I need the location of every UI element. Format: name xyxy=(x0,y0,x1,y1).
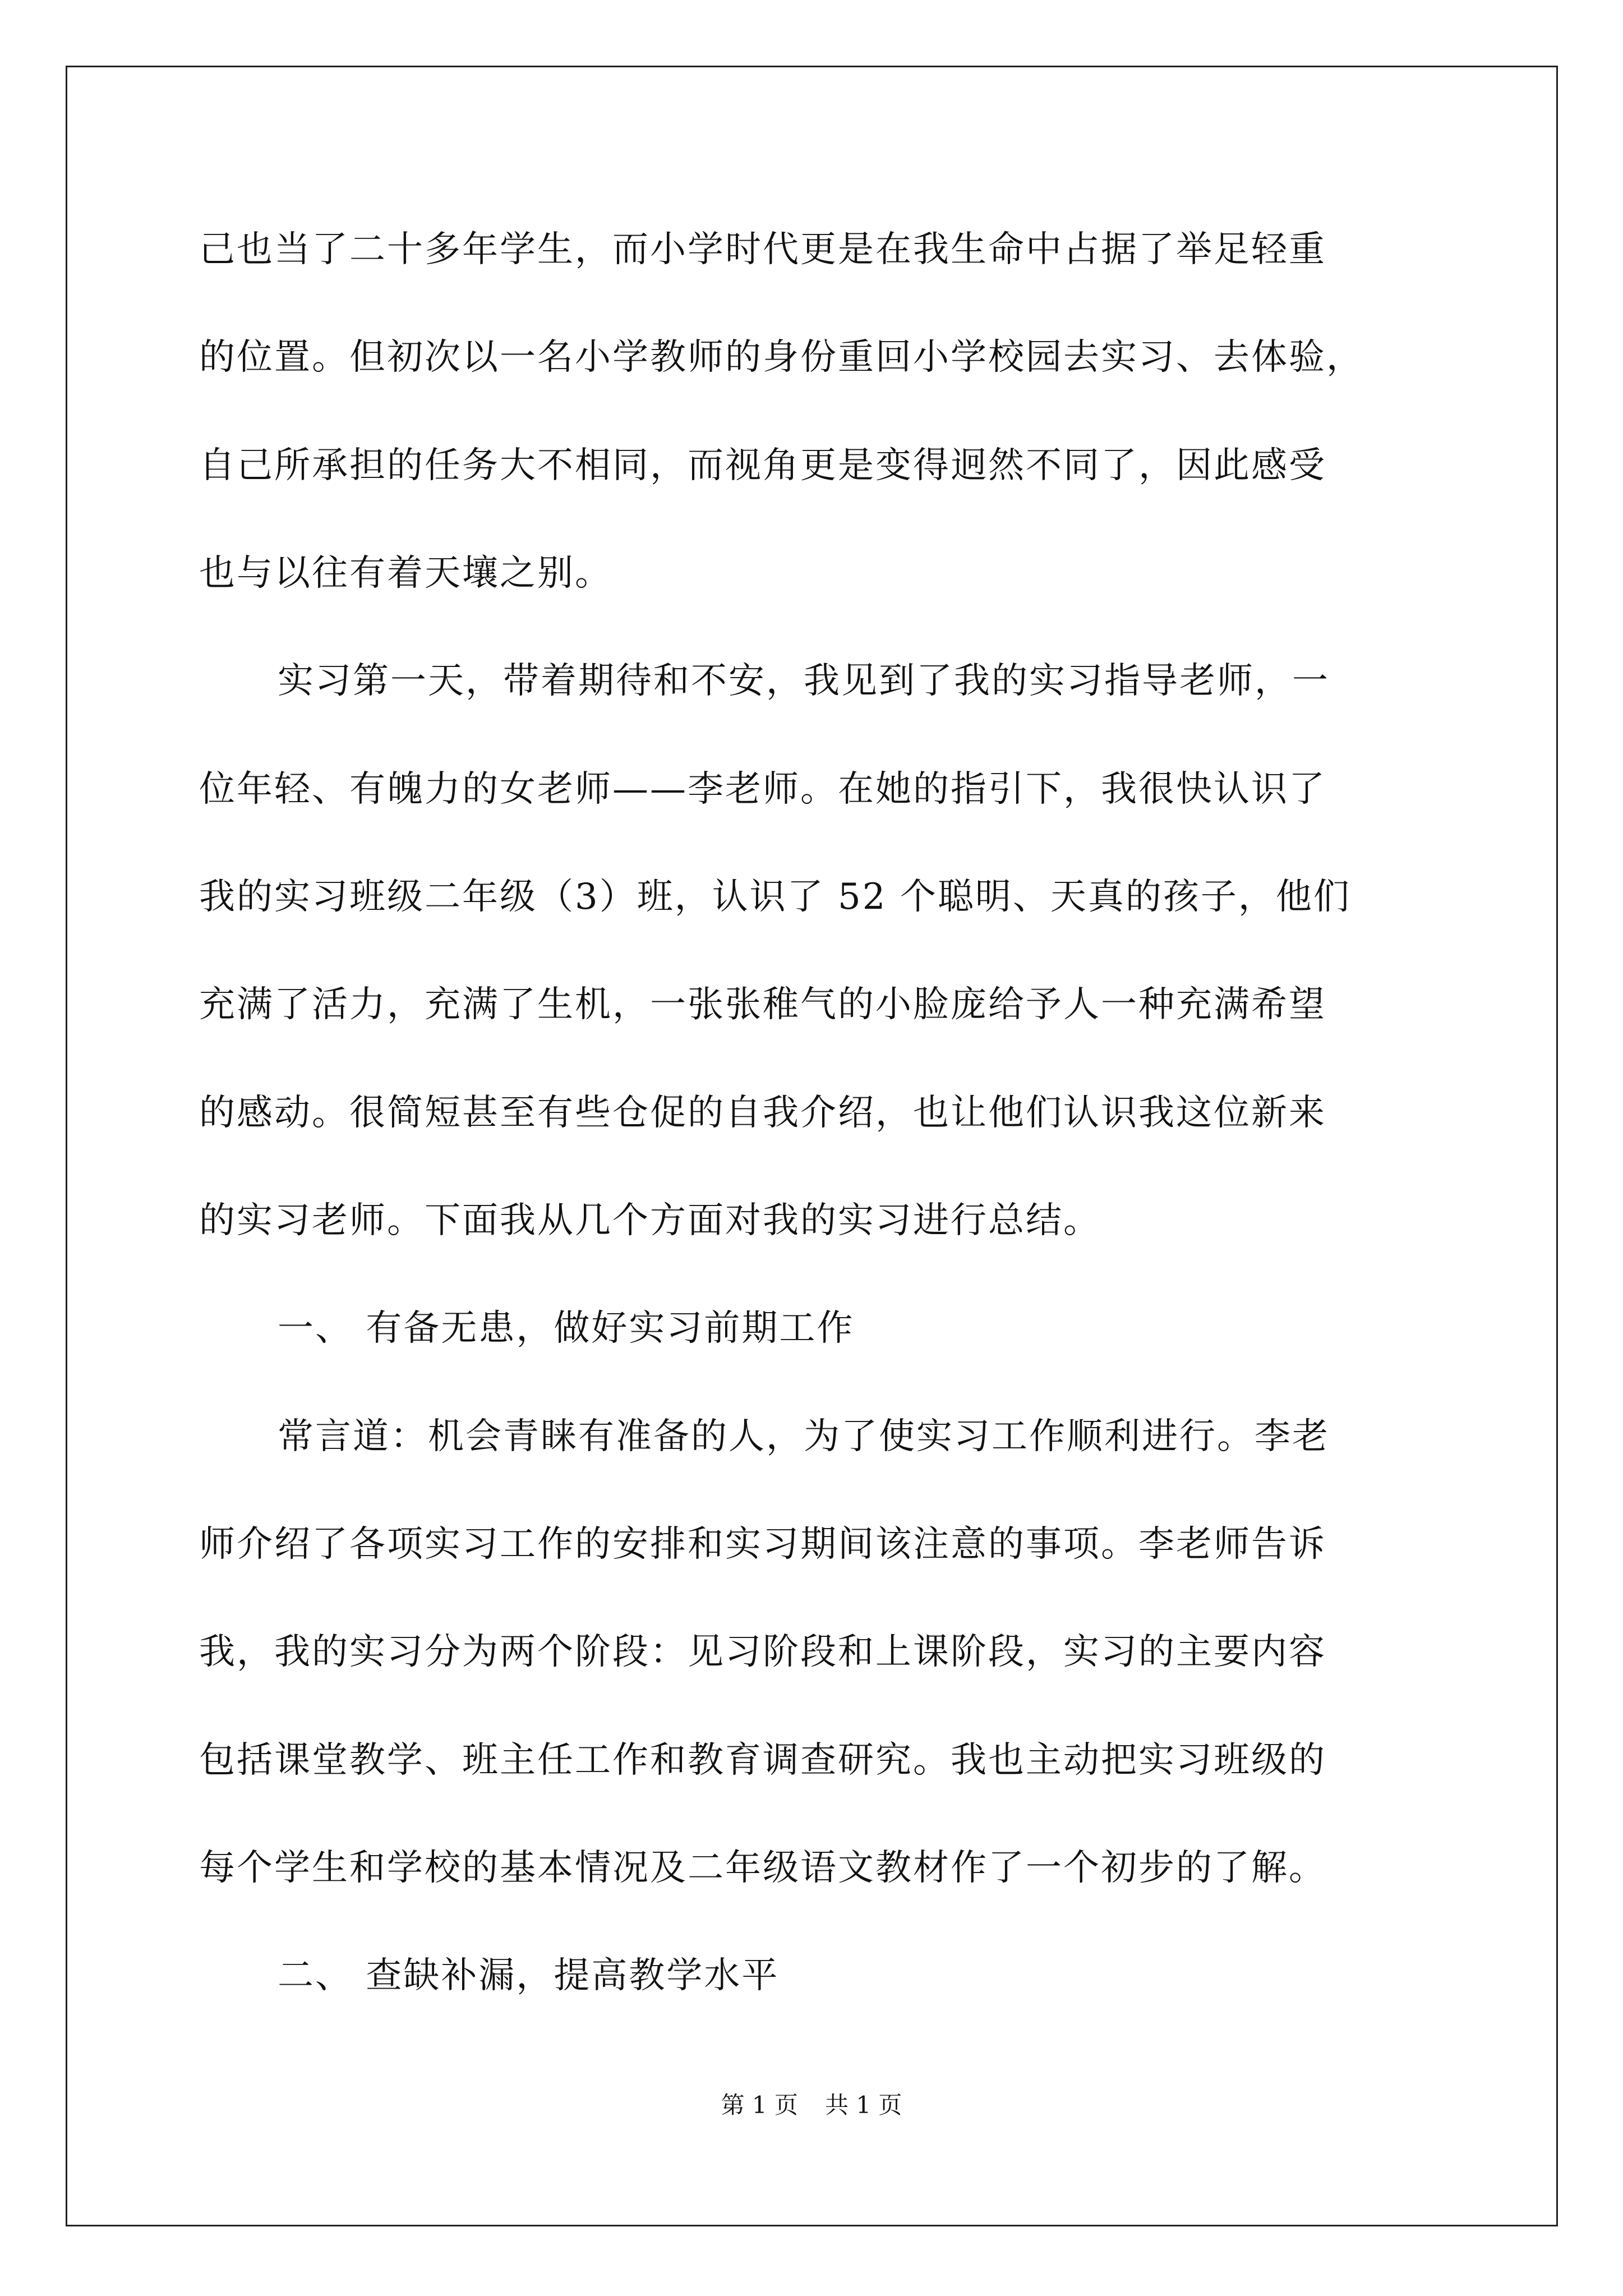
body-text-line: 的位置。但初次以一名小学教师的身份重回小学校园去实习、去体验， xyxy=(199,337,1364,378)
section-heading-two: 二、 查缺补漏，提高教学水平 xyxy=(278,1955,780,1996)
body-text-line: 包括课堂教学、班主任工作和教育调查研究。我也主动把实习班级的 xyxy=(199,1740,1326,1781)
page-footer xyxy=(0,2090,1623,2121)
body-text-line: 师介绍了各项实习工作的安排和实习期间该注意的事项。李老师告诉 xyxy=(199,1524,1326,1565)
page-border xyxy=(66,66,1558,2226)
body-text-line: 位年轻、有魄力的女老师——李老师。在她的指引下，我很快认识了 xyxy=(199,769,1326,810)
body-text-line: 自己所承担的任务大不相同，而视角更是变得迥然不同了，因此感受 xyxy=(199,445,1326,486)
body-text-line: 充满了活力，充满了生机，一张张稚气的小脸庞给予人一种充满希望 xyxy=(199,984,1326,1025)
body-text-line: 的感动。很简短甚至有些仓促的自我介绍，也让他们认识我这位新来 xyxy=(199,1092,1326,1134)
paragraph-start-line: 常言道：机会青睐有准备的人，为了使实习工作顺利进行。李老 xyxy=(278,1416,1330,1457)
page-number: 第 1 页 xyxy=(721,2091,798,2119)
body-text-line: 每个学生和学校的基本情况及二年级语文教材作了一个初步的了解。 xyxy=(199,1847,1326,1889)
body-text-line: 也与以往有着天壤之别。 xyxy=(199,553,612,594)
body-text-line: 我的实习班级二年级（3）班，认识了 52 个聪明、天真的孩子，他们 xyxy=(199,876,1351,918)
body-text-line: 己也当了二十多年学生，而小学时代更是在我生命中占据了举足轻重 xyxy=(199,229,1326,270)
body-text-line: 的实习老师。下面我从几个方面对我的实习进行总结。 xyxy=(199,1200,1101,1241)
section-heading-one: 一、 有备无患，做好实习前期工作 xyxy=(278,1308,855,1349)
body-text-line: 我，我的实习分为两个阶段：见习阶段和上课阶段，实习的主要内容 xyxy=(199,1631,1326,1673)
page-total: 共 1 页 xyxy=(825,2091,902,2119)
paragraph-start-line: 实习第一天，带着期待和不安，我见到了我的实习指导老师，一 xyxy=(278,660,1330,702)
